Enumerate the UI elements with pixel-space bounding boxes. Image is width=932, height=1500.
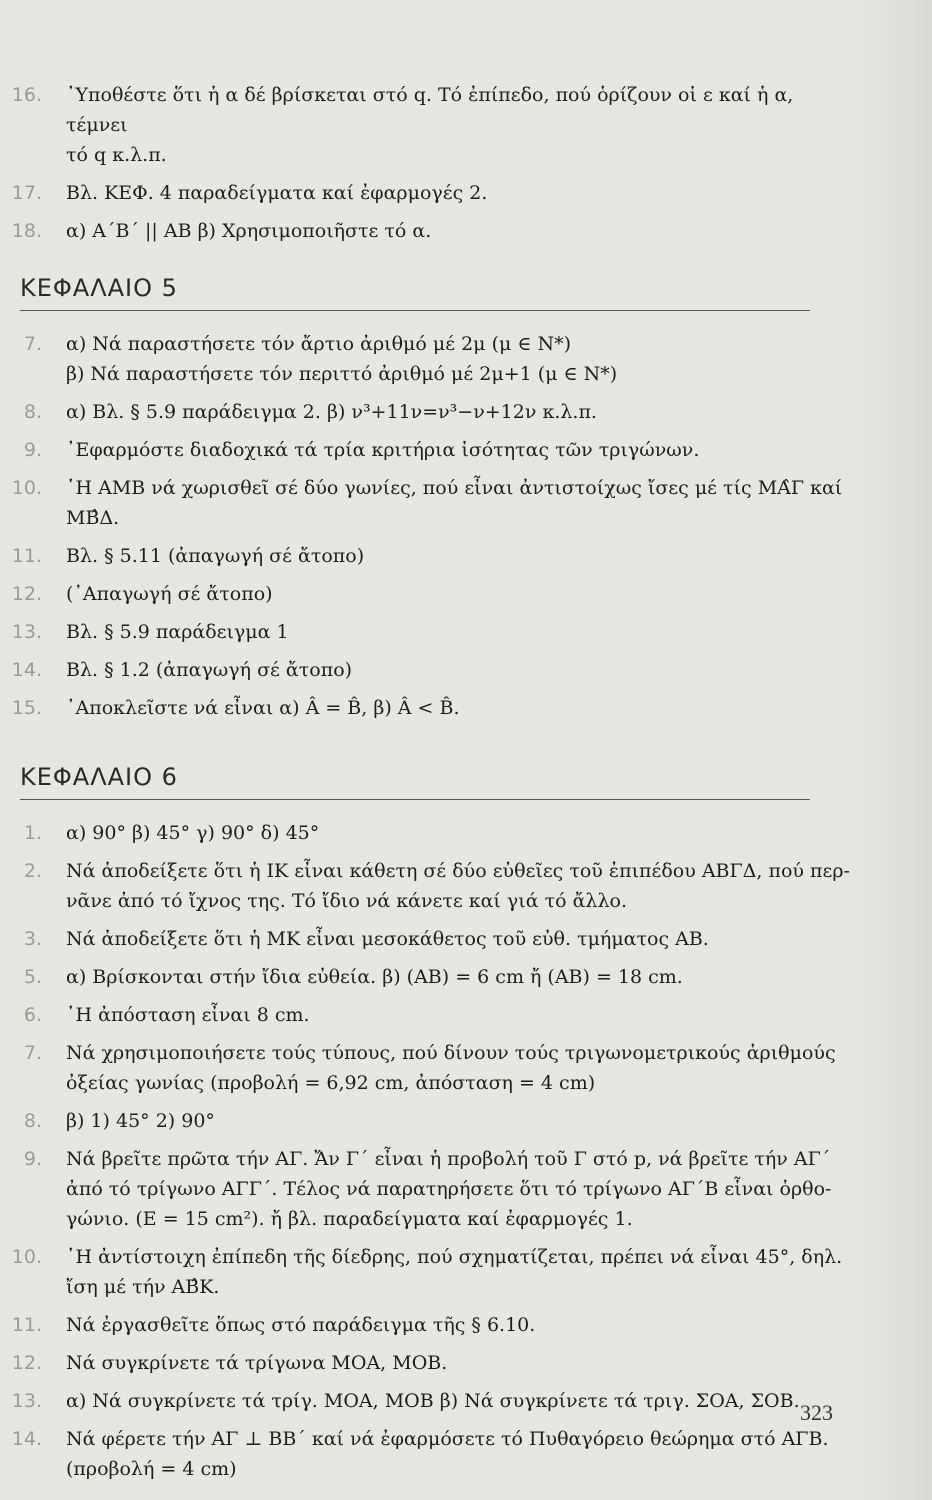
answer-item bbox=[0, 541, 860, 571]
answer-text-line: ῾Η ἀπόσταση εἶναι 8 cm. bbox=[66, 1004, 310, 1026]
answer-text-line: ᾿Υποθέστε ὅτι ἡ α δέ βρίσκεται στό q. Τό ἐπίπεδο, πού ὁρίζουν οἱ ε καί ἡ α, τέμνει bbox=[66, 84, 794, 136]
answer-text-line: νᾶνε ἀπό τό ἴχνος της. Τό ἴδιο νά κάνετε καί γιά τό ἄλλο. bbox=[66, 890, 627, 912]
answer-item bbox=[0, 1038, 860, 1098]
answer-text-line: ᾿Αποκλεῖστε νά εἶναι α) Â = B̂, β) Â < B̂. bbox=[66, 697, 460, 719]
answer-text-line: Βλ. ΚΕΦ. 4 παραδείγματα καί ἐφαρμογές 2. bbox=[66, 182, 488, 204]
answer-number: 15. bbox=[11, 697, 42, 719]
answer-item bbox=[0, 1386, 860, 1416]
answer-item bbox=[0, 962, 860, 992]
answer-number: 5. bbox=[23, 966, 42, 988]
chapter5-heading: ΚΕΦΑΛΑΙΟ 5 bbox=[20, 274, 178, 302]
answer-text-line: α) Νά συγκρίνετε τά τρίγ. ΜΟΑ, ΜΟΒ β) Νά συγκρίνετε τά τριγ. ΣΟΑ, ΣΟΒ. bbox=[66, 1390, 800, 1412]
answer-text-line: α) 90° β) 45° γ) 90° δ) 45° bbox=[66, 822, 320, 844]
answer-text-line: γώνιο. (Ε = 15 cm²). ἤ βλ. παραδείγματα καί ἐφαρμογές 1. bbox=[66, 1208, 633, 1230]
answer-number: 10. bbox=[11, 477, 42, 499]
chapter6-rule bbox=[20, 799, 810, 800]
answer-text-line: β) Νά παραστήσετε τόν περιττό ἀριθμό μέ 2μ+1 (μ ∈ Ν*) bbox=[66, 363, 618, 385]
answer-number: 14. bbox=[11, 1428, 42, 1450]
answer-text-line: (᾿Απαγωγή σέ ἄτοπο) bbox=[66, 583, 273, 605]
answer-number: 10. bbox=[11, 1246, 42, 1268]
answer-text-line: Νά συγκρίνετε τά τρίγωνα ΜΟΑ, ΜΟΒ. bbox=[66, 1352, 448, 1374]
answer-text-line: α) Βλ. § 5.9 παράδειγμα 2. β) ν³+11ν=ν³−ν+12ν κ.λ.π. bbox=[66, 401, 597, 423]
answer-text-line: Νά φέρετε τήν ΑΓ ⊥ ΒΒ΄ καί νά ἐφαρμόσετε τό Πυθαγόρειο θεώρημα στό ΑΓΒ. bbox=[66, 1428, 829, 1450]
answer-text-line: ῾Η ΑΜΒ νά χωρισθεῖ σέ δύο γωνίες, πού εἶναι ἀντιστοίχως ἴσες μέ τίς ΜΑ̂Γ καί bbox=[66, 477, 843, 499]
answer-number: 8. bbox=[23, 1110, 42, 1132]
answer-number: 9. bbox=[23, 439, 42, 461]
answer-item bbox=[0, 1242, 860, 1302]
chapter5-rule bbox=[20, 310, 810, 311]
answer-item bbox=[0, 655, 860, 685]
answer-text-line: ῾Η ἀντίστοιχη ἐπίπεδη τῆς δίεδρης, πού σχηματίζεται, πρέπει νά εἶναι 45°, δηλ. bbox=[66, 1246, 843, 1268]
answer-text-line: α) Νά παραστήσετε τόν ἄρτιο ἀριθμό μέ 2μ (μ ∈ Ν*) bbox=[66, 333, 572, 355]
answer-item bbox=[0, 1106, 860, 1136]
answer-text-line: Νά χρησιμοποιήσετε τούς τύπους, πού δίνουν τούς τριγωνομετρικούς ἀριθμούς bbox=[66, 1042, 836, 1064]
answer-number: 2. bbox=[23, 860, 42, 882]
chapter4-answers-tail bbox=[0, 80, 860, 246]
answer-text-line: Νά ἐργασθεῖτε ὅπως στό παράδειγμα τῆς § 6.10. bbox=[66, 1314, 536, 1336]
answer-item bbox=[0, 397, 860, 427]
answer-item bbox=[0, 1144, 860, 1234]
answer-text-line: τό q κ.λ.π. bbox=[66, 144, 167, 166]
answer-number: 6. bbox=[23, 1004, 42, 1026]
answer-item bbox=[0, 1310, 860, 1340]
answer-item bbox=[0, 1000, 860, 1030]
chapter6-answers bbox=[0, 818, 860, 1484]
answer-item bbox=[0, 924, 860, 954]
answer-number: 9. bbox=[23, 1148, 42, 1170]
answer-text-line: ὀξείας γωνίας (προβολή = 6,92 cm, ἀπόσταση = 4 cm) bbox=[66, 1072, 596, 1094]
chapter5-answers bbox=[0, 329, 860, 723]
answer-number: 13. bbox=[11, 1390, 42, 1412]
answer-text-line: Νά βρεῖτε πρῶτα τήν ΑΓ. Ἄν Γ΄ εἶναι ἡ προβολή τοῦ Γ στό p, νά βρεῖτε τήν ΑΓ΄ bbox=[66, 1148, 831, 1170]
answer-number: 3. bbox=[23, 928, 42, 950]
answer-number: 11. bbox=[11, 545, 42, 567]
answer-number: 18. bbox=[11, 220, 42, 242]
answer-text-line: (προβολή = 4 cm) bbox=[66, 1458, 237, 1480]
answer-number: 1. bbox=[23, 822, 42, 844]
answer-item bbox=[0, 693, 860, 723]
answer-item bbox=[0, 1348, 860, 1378]
page-edge-shadow bbox=[862, 0, 932, 1500]
answer-item bbox=[0, 473, 860, 533]
answer-text-line: ΜΒ̂Δ. bbox=[66, 507, 120, 529]
chapter6-heading: ΚΕΦΑΛΑΙΟ 6 bbox=[20, 763, 178, 791]
answer-number: 7. bbox=[23, 333, 42, 355]
answer-item bbox=[0, 856, 860, 916]
answer-text-line: Βλ. § 1.2 (ἀπαγωγή σέ ἄτοπο) bbox=[66, 659, 353, 681]
answer-text-line: Νά ἀποδείξετε ὅτι ἡ ΜΚ εἶναι μεσοκάθετος τοῦ εὐθ. τμήματος ΑΒ. bbox=[66, 928, 709, 950]
answer-text-line: α) Βρίσκονται στήν ἴδια εὐθεία. β) (ΑΒ) = 6 cm ἤ (ΑΒ) = 18 cm. bbox=[66, 966, 683, 988]
answer-text-line: α) Α΄Β΄ || ΑΒ β) Χρησιμοποιῆστε τό α. bbox=[66, 220, 432, 242]
answer-text-line: ἀπό τό τρίγωνο ΑΓΓ΄. Τέλος νά παρατηρήσετε ὅτι τό τρίγωνο ΑΓ΄Β εἶναι ὀρθο- bbox=[66, 1178, 832, 1200]
answer-item bbox=[0, 579, 860, 609]
answer-text-line: Νά ἀποδείξετε ὅτι ἡ ΙΚ εἶναι κάθετη σέ δύο εὐθεῖες τοῦ ἐπιπέδου ΑΒΓΔ, πού περ- bbox=[66, 860, 850, 882]
answer-item bbox=[0, 617, 860, 647]
answer-item bbox=[0, 1424, 860, 1484]
answer-item bbox=[0, 178, 860, 208]
answer-item bbox=[0, 435, 860, 465]
answer-number: 12. bbox=[11, 583, 42, 605]
answers-page bbox=[0, 80, 860, 1484]
answer-text-line: β) 1) 45° 2) 90° bbox=[66, 1110, 215, 1132]
answer-text-line: ἴση μέ τήν ΑΒ̂Κ. bbox=[66, 1276, 220, 1298]
answer-item bbox=[0, 818, 860, 848]
answer-text-line: ᾿Εφαρμόστε διαδοχικά τά τρία κριτήρια ἰσότητας τῶν τριγώνων. bbox=[66, 439, 700, 461]
answer-number: 13. bbox=[11, 621, 42, 643]
answer-item bbox=[0, 329, 860, 389]
answer-number: 11. bbox=[11, 1314, 42, 1336]
answer-number: 7. bbox=[23, 1042, 42, 1064]
answer-number: 16. bbox=[11, 84, 42, 106]
page-number: 323 bbox=[800, 1400, 833, 1425]
answer-item bbox=[0, 80, 860, 170]
answer-text-line: Βλ. § 5.9 παράδειγμα 1 bbox=[66, 621, 289, 643]
answer-number: 14. bbox=[11, 659, 42, 681]
answer-number: 8. bbox=[23, 401, 42, 423]
answer-item bbox=[0, 216, 860, 246]
answer-number: 12. bbox=[11, 1352, 42, 1374]
answer-text-line: Βλ. § 5.11 (ἀπαγωγή σέ ἄτοπο) bbox=[66, 545, 365, 567]
answer-number: 17. bbox=[11, 182, 42, 204]
